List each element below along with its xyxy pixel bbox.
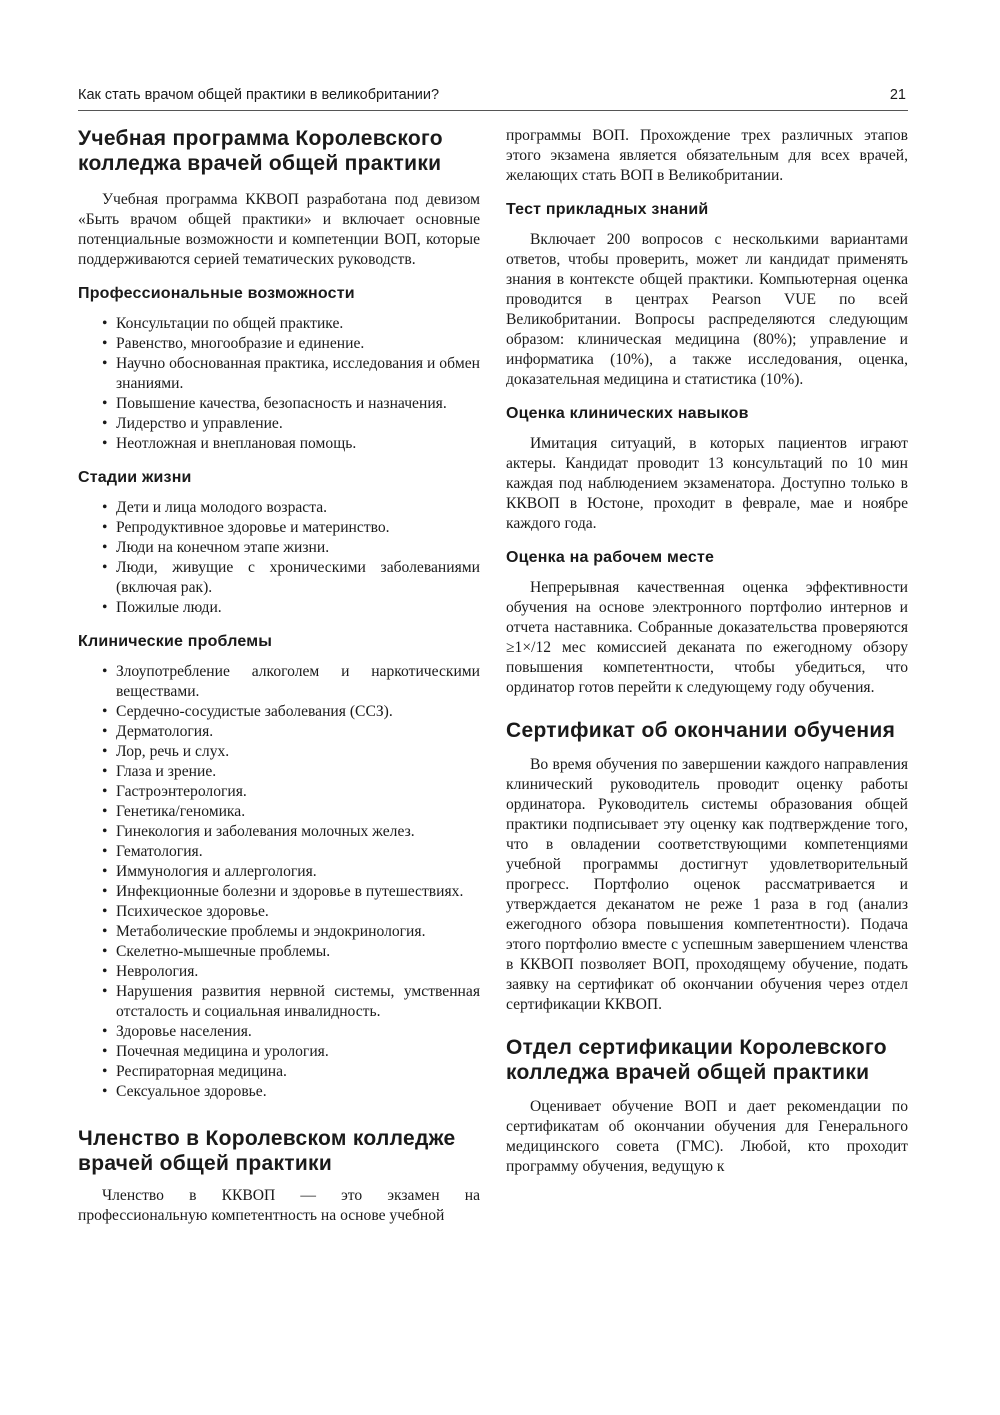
list-item: • Здоровье населения. — [78, 1022, 480, 1042]
list-item: • Глаза и зрение. — [78, 762, 480, 782]
list-item: • Злоупотребление алкоголем и наркотическими веществами. — [78, 662, 480, 702]
subheading-professional: Профессиональные возможности — [78, 285, 355, 302]
subheading-life-stages: Стадии жизни — [78, 469, 192, 486]
list-item: • Повышение качества, безопасность и назначения. — [78, 394, 480, 414]
subheading-applied-knowledge-test: Тест прикладных знаний — [506, 201, 709, 218]
heading-membership: Членство в Королевском колледже врачей общей практики — [78, 1127, 456, 1175]
list-item: • Нарушения развития нервной системы, умственная отсталость и социальная инвалидность. — [78, 982, 480, 1022]
list-item: • Гастроэнтерология. — [78, 782, 480, 802]
list-item: • Лор, речь и слух. — [78, 742, 480, 762]
list-item: • Лидерство и управление. — [78, 414, 480, 434]
list-item: • Скелетно-мышечные проблемы. — [78, 942, 480, 962]
paragraph-certification-unit: Оценивает обучение ВОП и дает рекомендации по сертификатам об окончании обучения для Генерального медицинского совета (ГМС). Любой, кто проходит программу обучения, ведущую к — [506, 1098, 908, 1175]
list-item: • Респираторная медицина. — [78, 1062, 480, 1082]
list-item: • Инфекционные болезни и здоровье в путешествиях. — [78, 882, 480, 902]
running-header-title: Как стать врачом общей практики в великобритании? — [78, 87, 440, 103]
subheading-workplace-assessment: Оценка на рабочем месте — [506, 549, 715, 566]
list-item: • Сексуальное здоровье. — [78, 1082, 480, 1102]
list-item: • Сердечно-сосудистые заболевания (ССЗ). — [78, 702, 480, 722]
list-item: • Научно обоснованная практика, исследования и обмен знаниями. — [78, 354, 480, 394]
list-item: • Равенство, многообразие и единение. — [78, 334, 480, 354]
list-item: • Генетика/геномика. — [78, 802, 480, 822]
list-item: • Почечная медицина и урология. — [78, 1042, 480, 1062]
list-item: • Люди, живущие с хроническими заболеваниями (включая рак). — [78, 558, 480, 598]
paragraph-clinical-skills: Имитация ситуаций, в которых пациентов играют актеры. Кандидат проводит 13 консультаций по 10 мин каждая под наблюдением экзаменатора. Доступно только в ККВОП в Юстоне, проходит в феврале, мае и ноябре каждого года. — [506, 435, 908, 532]
paragraph-completion-certificate: Во время обучения по завершении каждого направления клинический руководитель проводит оценку работы ординатора. Руководитель системы образования общей практики подписывает эту оценку как подтверждение того, что в овладении соответствующими компетенциями учебной программы достигнут удовлетворительный прогресс. Портфолио оценок рассматривается и утверждается деканатом не реже 1 раза в год (анализ ежегодного обзора повышения компетентности). Подача этого портфолио вместе с успешным завершением членства в ККВОП позволяет ВОП, проходящему обучение, подать заявку на сертификат об окончании обучения через отдел сертификации ККВОП. — [506, 756, 908, 1013]
paragraph-applied-knowledge-test: Включает 200 вопросов с несколькими вариантами ответов, чтобы проверить, может ли кандидат применять знания в контексте общей практики. Компьютерная оценка проводится в центрах Pearson VUE по всей Великобритании. Вопросы распределяются следующим образом: клиническая медицина (80%); управление и информатика (10%), а также исследования, оценка, доказательная медицина и статистика (10%). — [506, 231, 908, 388]
paragraph-workplace-assessment: Непрерывная качественная оценка эффективности обучения на основе электронного портфолио интернов и отчета наставника. Собранные доказательства проверяются ≥1×/12 мес комиссией деканата по ежегодному обзору повышения компетентности, чтобы убедиться, что ординатор готов перейти к следующему году обучения. — [506, 579, 908, 696]
list-item: • Дерматология. — [78, 722, 480, 742]
subheading-clinical-skills: Оценка клинических навыков — [506, 405, 749, 422]
list-life-stages — [78, 498, 480, 618]
left-column — [78, 126, 480, 1226]
list-item: • Психическое здоровье. — [78, 902, 480, 922]
right-column — [506, 126, 908, 1177]
heading-curriculum: Учебная программа Королевского колледжа врачей общей практики — [78, 127, 443, 175]
list-item: • Гинекология и заболевания молочных желез. — [78, 822, 480, 842]
list-item: • Неотложная и внеплановая помощь. — [78, 434, 480, 454]
list-item: • Неврология. — [78, 962, 480, 982]
list-clinical — [78, 662, 480, 1102]
heading-completion-certificate: Сертификат об окончании обучения — [506, 719, 896, 742]
paragraph-membership-cont: программы ВОП. Прохождение трех различных этапов этого экзамена является обязательным для всех врачей, желающих стать ВОП в Великобритании. — [506, 127, 908, 184]
paragraph-membership: Членство в ККВОП — это экзамен на профессиональную компетентность на основе учебной — [78, 1187, 480, 1224]
list-item: • Репродуктивное здоровье и материнство. — [78, 518, 480, 538]
list-item: • Метаболические проблемы и эндокринология. — [78, 922, 480, 942]
list-item: • Консультации по общей практике. — [78, 314, 480, 334]
subheading-clinical: Клинические проблемы — [78, 633, 273, 650]
page-number: 21 — [889, 87, 906, 103]
heading-certification-unit: Отдел сертификации Королевского колледжа врачей общей практики — [506, 1036, 887, 1084]
list-professional — [78, 314, 480, 454]
list-item: • Иммунология и аллергология. — [78, 862, 480, 882]
list-item: • Дети и лица молодого возраста. — [78, 498, 480, 518]
paragraph-curriculum: Учебная программа ККВОП разработана под девизом «Быть врачом общей практики» и включает основные потенциальные возможности и компетенции ВОП, которые поддерживаются серией тематических руководств. — [78, 191, 480, 268]
list-item: • Пожилые люди. — [78, 598, 480, 618]
running-header — [78, 82, 908, 111]
list-item: • Гематология. — [78, 842, 480, 862]
list-item: • Люди на конечном этапе жизни. — [78, 538, 480, 558]
